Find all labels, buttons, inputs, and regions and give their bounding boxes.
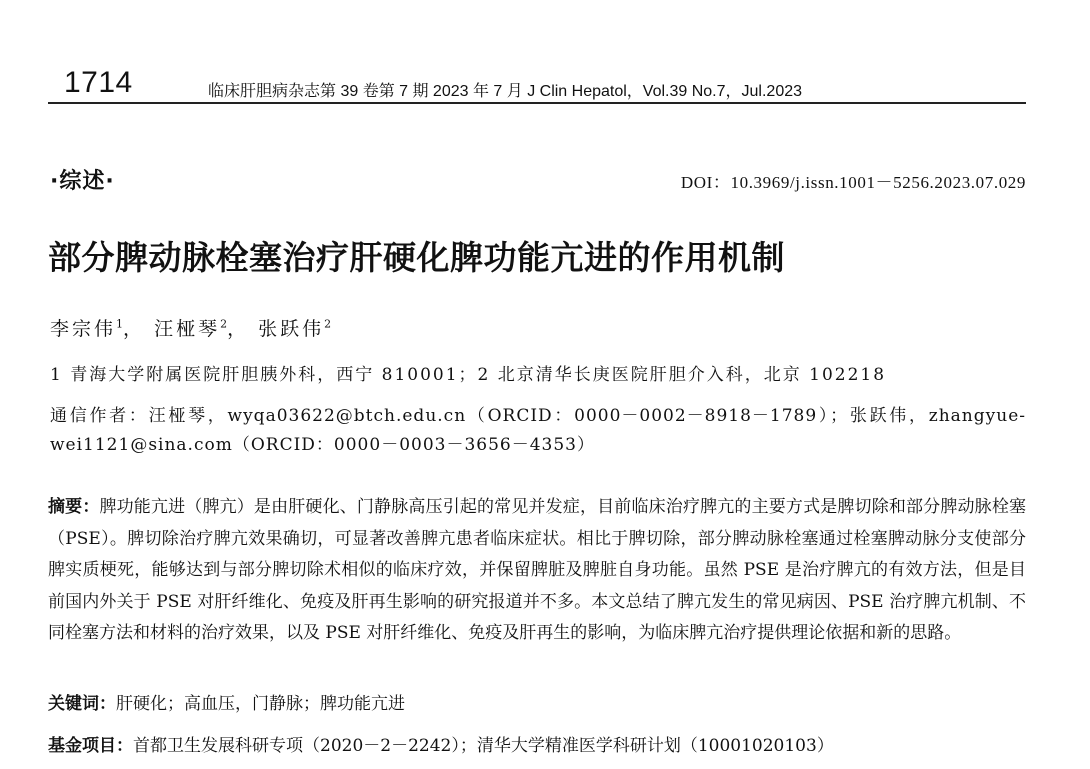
article-title: 部分脾动脉栓塞治疗肝硬化脾功能亢进的作用机制 — [48, 238, 785, 277]
author-name: 张跃伟 — [258, 318, 325, 340]
author-separator: ， — [227, 318, 250, 340]
author-affiliation-mark: 2 — [324, 317, 332, 331]
page-number: 1714 — [64, 66, 133, 99]
author-name: 汪桠琴 — [154, 318, 221, 340]
author-affiliation-mark: 1 — [116, 317, 124, 331]
journal-citation: 临床肝胆病杂志第 39 卷第 7 期 2023 年 7 月 J Clin Hepatol，Vol.39 No.7，Jul.2023 — [208, 83, 803, 100]
affiliations: 1 青海大学附属医院肝胆胰外科，西宁 810001；2 北京清华长庚医院肝胆介入科，北京 102218 — [50, 365, 887, 385]
keywords — [48, 689, 405, 714]
abstract-label: 摘要： — [48, 497, 100, 517]
column-type-label: ·综述· — [50, 169, 115, 194]
author-name: 李宗伟 — [50, 318, 117, 340]
author-list — [50, 314, 331, 341]
corresponding-authors: 通信作者：汪桠琴，wyqa03622@btch.edu.cn（ORCID：0000－0002－8918－1789）；张跃伟，zhangyue-wei1121@sina.com（ORCID：0000－0003－3656－4353） — [50, 406, 1026, 455]
author-separator: ， — [123, 318, 146, 340]
funding-label: 基金项目： — [48, 736, 133, 756]
keywords-text: 肝硬化；高血压，门静脉；脾功能亢进 — [116, 694, 405, 714]
abstract-text: 脾功能亢进（脾亢）是由肝硬化、门静脉高压引起的常见并发症，目前临床治疗脾亢的主要方式是脾切除和部分脾动脉栓塞（PSE）。脾切除治疗脾亢效果确切，可显著改善脾亢患者临床症状。相比于脾切除，部分脾动脉栓塞通过栓塞脾动脉分支使部分脾实质梗死，能够达到与部分脾切除术相似的临床疗效，并保留脾脏及脾脏自身功能。虽然 PSE 是治疗脾亢的有效方法，但是目前国内外关于 PSE 对肝纤维化、免疫及肝再生影响的研究报道并不多。本文总结了脾亢发生的常见病因、PSE 治疗脾亢机制、不同栓塞方法和材料的治疗效果，以及 PSE 对肝纤维化、免疫及肝再生的影响，为临床脾亢治疗提供理论依据和新的思路。 — [48, 497, 1026, 643]
running-header — [48, 62, 1026, 104]
abstract — [48, 492, 1026, 650]
keywords-label: 关键词： — [48, 694, 116, 714]
funding-text: 首都卫生发展科研专项（2020－2－2242）；清华大学精准医学科研计划（10001020103） — [133, 736, 834, 756]
author-affiliation-mark: 2 — [220, 317, 228, 331]
article-page — [48, 0, 1026, 769]
funding — [48, 731, 834, 756]
doi: DOI：10.3969/j.issn.1001－5256.2023.07.029 — [680, 173, 1026, 192]
